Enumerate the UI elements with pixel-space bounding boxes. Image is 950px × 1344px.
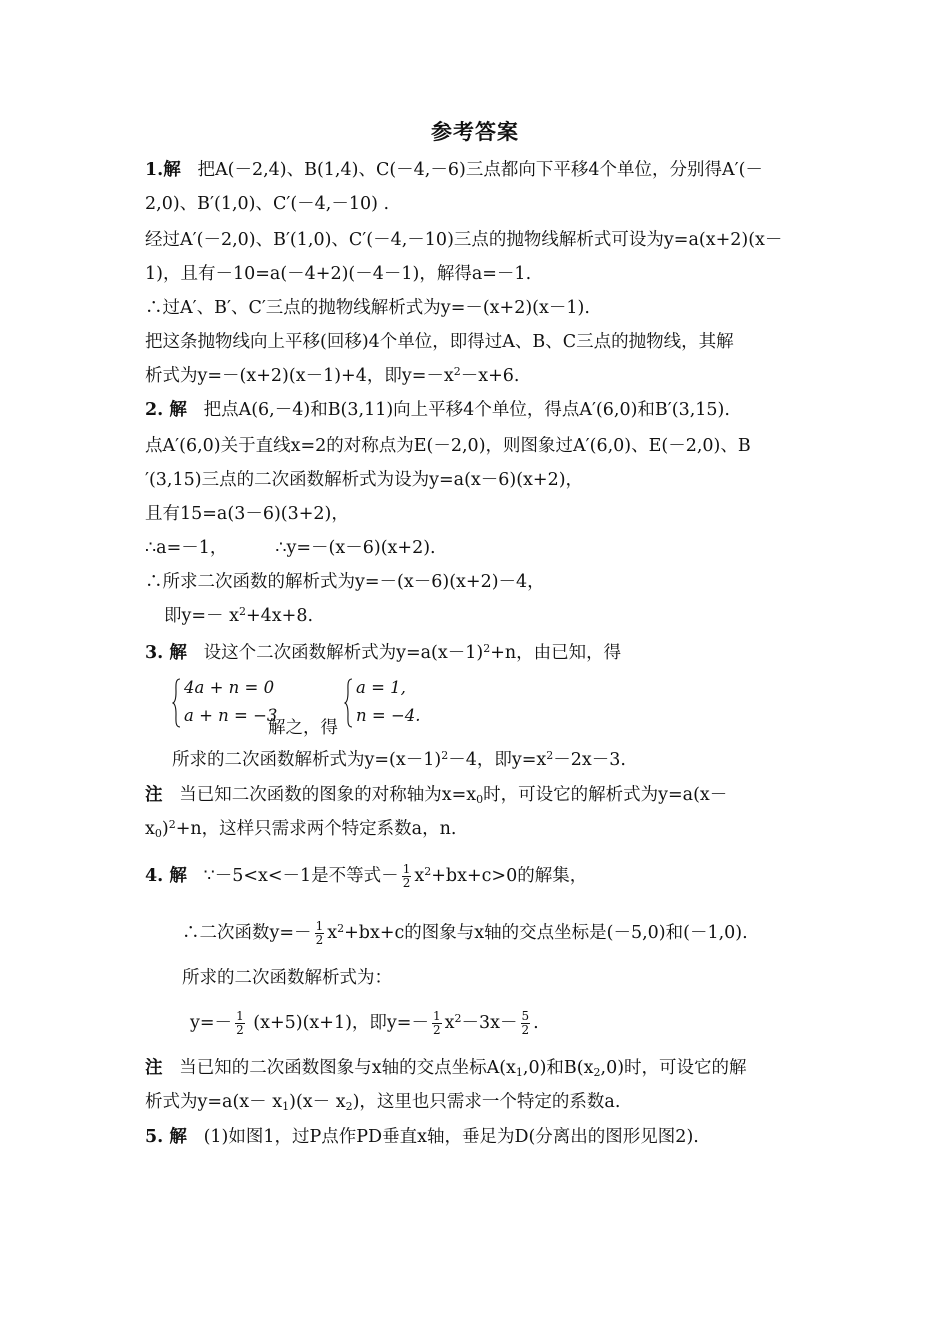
p3-note-sub-2: 0 [154, 827, 162, 840]
p3-label: 3. 解 [145, 643, 187, 663]
p3-text-3a: 所求的二次函数解析式为y=(x－1) [172, 750, 442, 770]
p4-text-1a: ∵－5<x<－1是不等式－ [203, 866, 399, 886]
p3-line-1 [145, 641, 621, 665]
frac-denominator: 2 [315, 933, 324, 947]
p2-line-7 [164, 604, 313, 628]
p3-note-2c: +n，这样只需求两个特定系数a，n. [175, 819, 457, 839]
p3-text-1b: +n，由已知，得 [490, 643, 622, 663]
p4-text-1c: +bx+c>0的解集， [431, 866, 588, 886]
p2-line-2: 点A′(6,0)关于直线x=2的对称点为E(－2,0)，则图象过A′(6,0)、E(－2,0)、B [145, 436, 751, 456]
p2-line-5 [145, 536, 436, 560]
p2-line-4: 且有15=a(3－6)(3+2)， [145, 504, 349, 524]
p1-line-3: 经过A′(－2,0)、B′(1,0)、C′(－4,－10)三点的抛物线解析式可设为y=a(x+2)(x－ [145, 230, 783, 250]
frac-denominator: 2 [236, 1023, 244, 1037]
p3-text-1a: 设这个二次函数解析式为y=a(x－1) [203, 643, 484, 663]
p4-note-2c: )，这里也只需求一个特定的系数a. [352, 1092, 621, 1112]
p4-note-2b: )(x－ x [289, 1092, 346, 1112]
p3-note-2b: ) [161, 819, 169, 839]
left-brace-icon [172, 678, 182, 728]
p4-text-4e: . [533, 1013, 539, 1033]
p4-note-line-1 [145, 1056, 747, 1080]
p4-line-1 [145, 863, 587, 890]
p4-note-sub-3: 1 [282, 1100, 290, 1113]
p3-line-3 [172, 748, 626, 772]
sys2-row-2: n = −4. [356, 706, 421, 725]
p1-text-1: 把A(－2,4)、B(1,4)、C(－4,－6)三点都向下平移4个单位，分别得A′(－ [197, 160, 763, 180]
p3-sup-1: 2 [483, 642, 491, 655]
p4-text-4d: －3x－ [461, 1013, 518, 1033]
p4-text-4a: y=－ [190, 1013, 233, 1033]
p3-text-3b: －4，即y=x [448, 750, 547, 770]
p4-line-3: 所求的二次函数解析式为： [182, 968, 392, 988]
p1-text-7b: －x+6. [460, 366, 520, 386]
p4-note-1c: ,0)时，可设它的解 [600, 1058, 747, 1078]
p2-text-7b: +4x+8. [245, 606, 314, 626]
p4-sup-4: 2 [454, 1012, 462, 1025]
frac-denominator: 2 [521, 1023, 530, 1037]
frac-numerator: 1 [315, 919, 324, 933]
fraction-five-halves [521, 1010, 531, 1037]
p1-line-5: ∴过A′、B′、C′三点的抛物线解析式为y=－(x+2)(x－1). [145, 298, 590, 318]
p4-note-label: 注 [145, 1058, 163, 1078]
p5-line-1 [145, 1125, 699, 1149]
frac-denominator: 2 [402, 876, 411, 890]
p2-text-7a: 即y=－ x [164, 606, 239, 626]
frac-denominator: 2 [432, 1023, 441, 1037]
equation-system-2 [344, 676, 434, 736]
p4-line-2 [182, 920, 748, 947]
p4-note-1b: ,0)和B(x [522, 1058, 594, 1078]
sys1-row-1: 4a + n = 0 [184, 678, 275, 697]
p4-sup-2: 2 [337, 922, 345, 935]
p3-sup-3b: 2 [546, 749, 554, 762]
fraction-one-half [235, 1010, 245, 1037]
left-brace-icon [344, 678, 354, 728]
p4-note-line-2 [145, 1090, 620, 1114]
p1-line-1 [145, 158, 763, 182]
fraction-one-half [402, 863, 412, 890]
p3-note-sup-2: 2 [168, 818, 176, 831]
p4-note-1a: 当已知的二次函数图象与x轴的交点坐标A(x [179, 1058, 516, 1078]
frac-numerator: 1 [236, 1009, 244, 1023]
p3-sup-3: 2 [441, 749, 449, 762]
p4-text-2b: x [327, 923, 338, 943]
p1-label: 1.解 [145, 160, 181, 180]
p4-label: 4. 解 [145, 866, 187, 886]
p4-note-2a: 析式为y=a(x－ x [145, 1092, 283, 1112]
p2-text-5a: ∴a=－1， [145, 538, 228, 558]
p1-line-4: 1)，且有－10=a(－4+2)(－4－1)，解得a=－1. [145, 264, 532, 284]
frac-numerator: 5 [521, 1009, 530, 1023]
p1-line-2: 2,0)、B′(1,0)、C′(－4,－10) . [145, 194, 390, 214]
sys2-row-1: a = 1, [356, 678, 406, 697]
p2-label: 2. 解 [145, 400, 187, 420]
p4-text-4b: (x+5)(x+1)，即y=－ [253, 1013, 429, 1033]
frac-numerator: 1 [432, 1009, 441, 1023]
p2-sup-7: 2 [238, 605, 246, 618]
p1-line-7 [145, 364, 519, 388]
p3-note-sub-1: 0 [476, 793, 484, 806]
p4-text-1b: x [414, 866, 425, 886]
p3-note-label: 注 [145, 785, 163, 805]
p4-text-2c: +bx+c的图象与x轴的交点坐标是(－5,0)和(－1,0). [344, 923, 748, 943]
p4-text-2a: ∴二次函数y=－ [182, 923, 312, 943]
fraction-one-half [315, 920, 325, 947]
p3-note-line-1 [145, 783, 727, 807]
p5-label: 5. 解 [145, 1127, 187, 1147]
p4-note-sub-4: 2 [345, 1100, 353, 1113]
sys1-row-2: a + n = −3 [184, 706, 278, 725]
p2-line-3: ′(3,15)三点的二次函数解析式为设为y=a(x－6)(x+2)， [145, 470, 584, 490]
p1-text-7a: 析式为y=－(x+2)(x－1)+4，即y=－x [145, 366, 454, 386]
p3-note-2a: x [145, 819, 155, 839]
p5-text-1: (1)如图1，过P点作PD垂直x轴，垂足为D(分离出的图形见图2). [203, 1127, 699, 1147]
p1-line-6: 把这条抛物线向上平移(回移)4个单位，即得过A、B、C三点的抛物线，其解 [145, 332, 734, 352]
p4-note-sub-2: 2 [593, 1066, 601, 1079]
p2-text-5b: ∴y=－(x－6)(x+2). [275, 538, 436, 558]
p3-note-line-2 [145, 817, 456, 841]
p2-line-6: ∴所求二次函数的解析式为y=－(x－6)(x+2)－4， [145, 572, 545, 592]
frac-numerator: 1 [402, 862, 411, 876]
p4-note-sub-1: 1 [515, 1066, 523, 1079]
p3-text-3c: －2x－3. [553, 750, 626, 770]
p4-sup-1: 2 [424, 865, 432, 878]
p2-text-1: 把点A(6,－4)和B(3,11)向上平移4个单位，得点A′(6,0)和B′(3,15). [203, 400, 730, 420]
p2-line-1 [145, 398, 730, 422]
p1-sup-7: 2 [453, 365, 461, 378]
p3-mid-text: 解之，得 [268, 718, 338, 738]
p4-text-4c: x [444, 1013, 455, 1033]
p4-line-4 [190, 1010, 539, 1037]
p3-note-1a: 当已知二次函数的图象的对称轴为x=x [179, 785, 477, 805]
p3-note-1b: 时，可设它的解析式为y=a(x－ [483, 785, 728, 805]
equation-system-1 [172, 676, 278, 736]
page-title: 参考答案 [431, 119, 519, 144]
fraction-one-half [432, 1010, 442, 1037]
